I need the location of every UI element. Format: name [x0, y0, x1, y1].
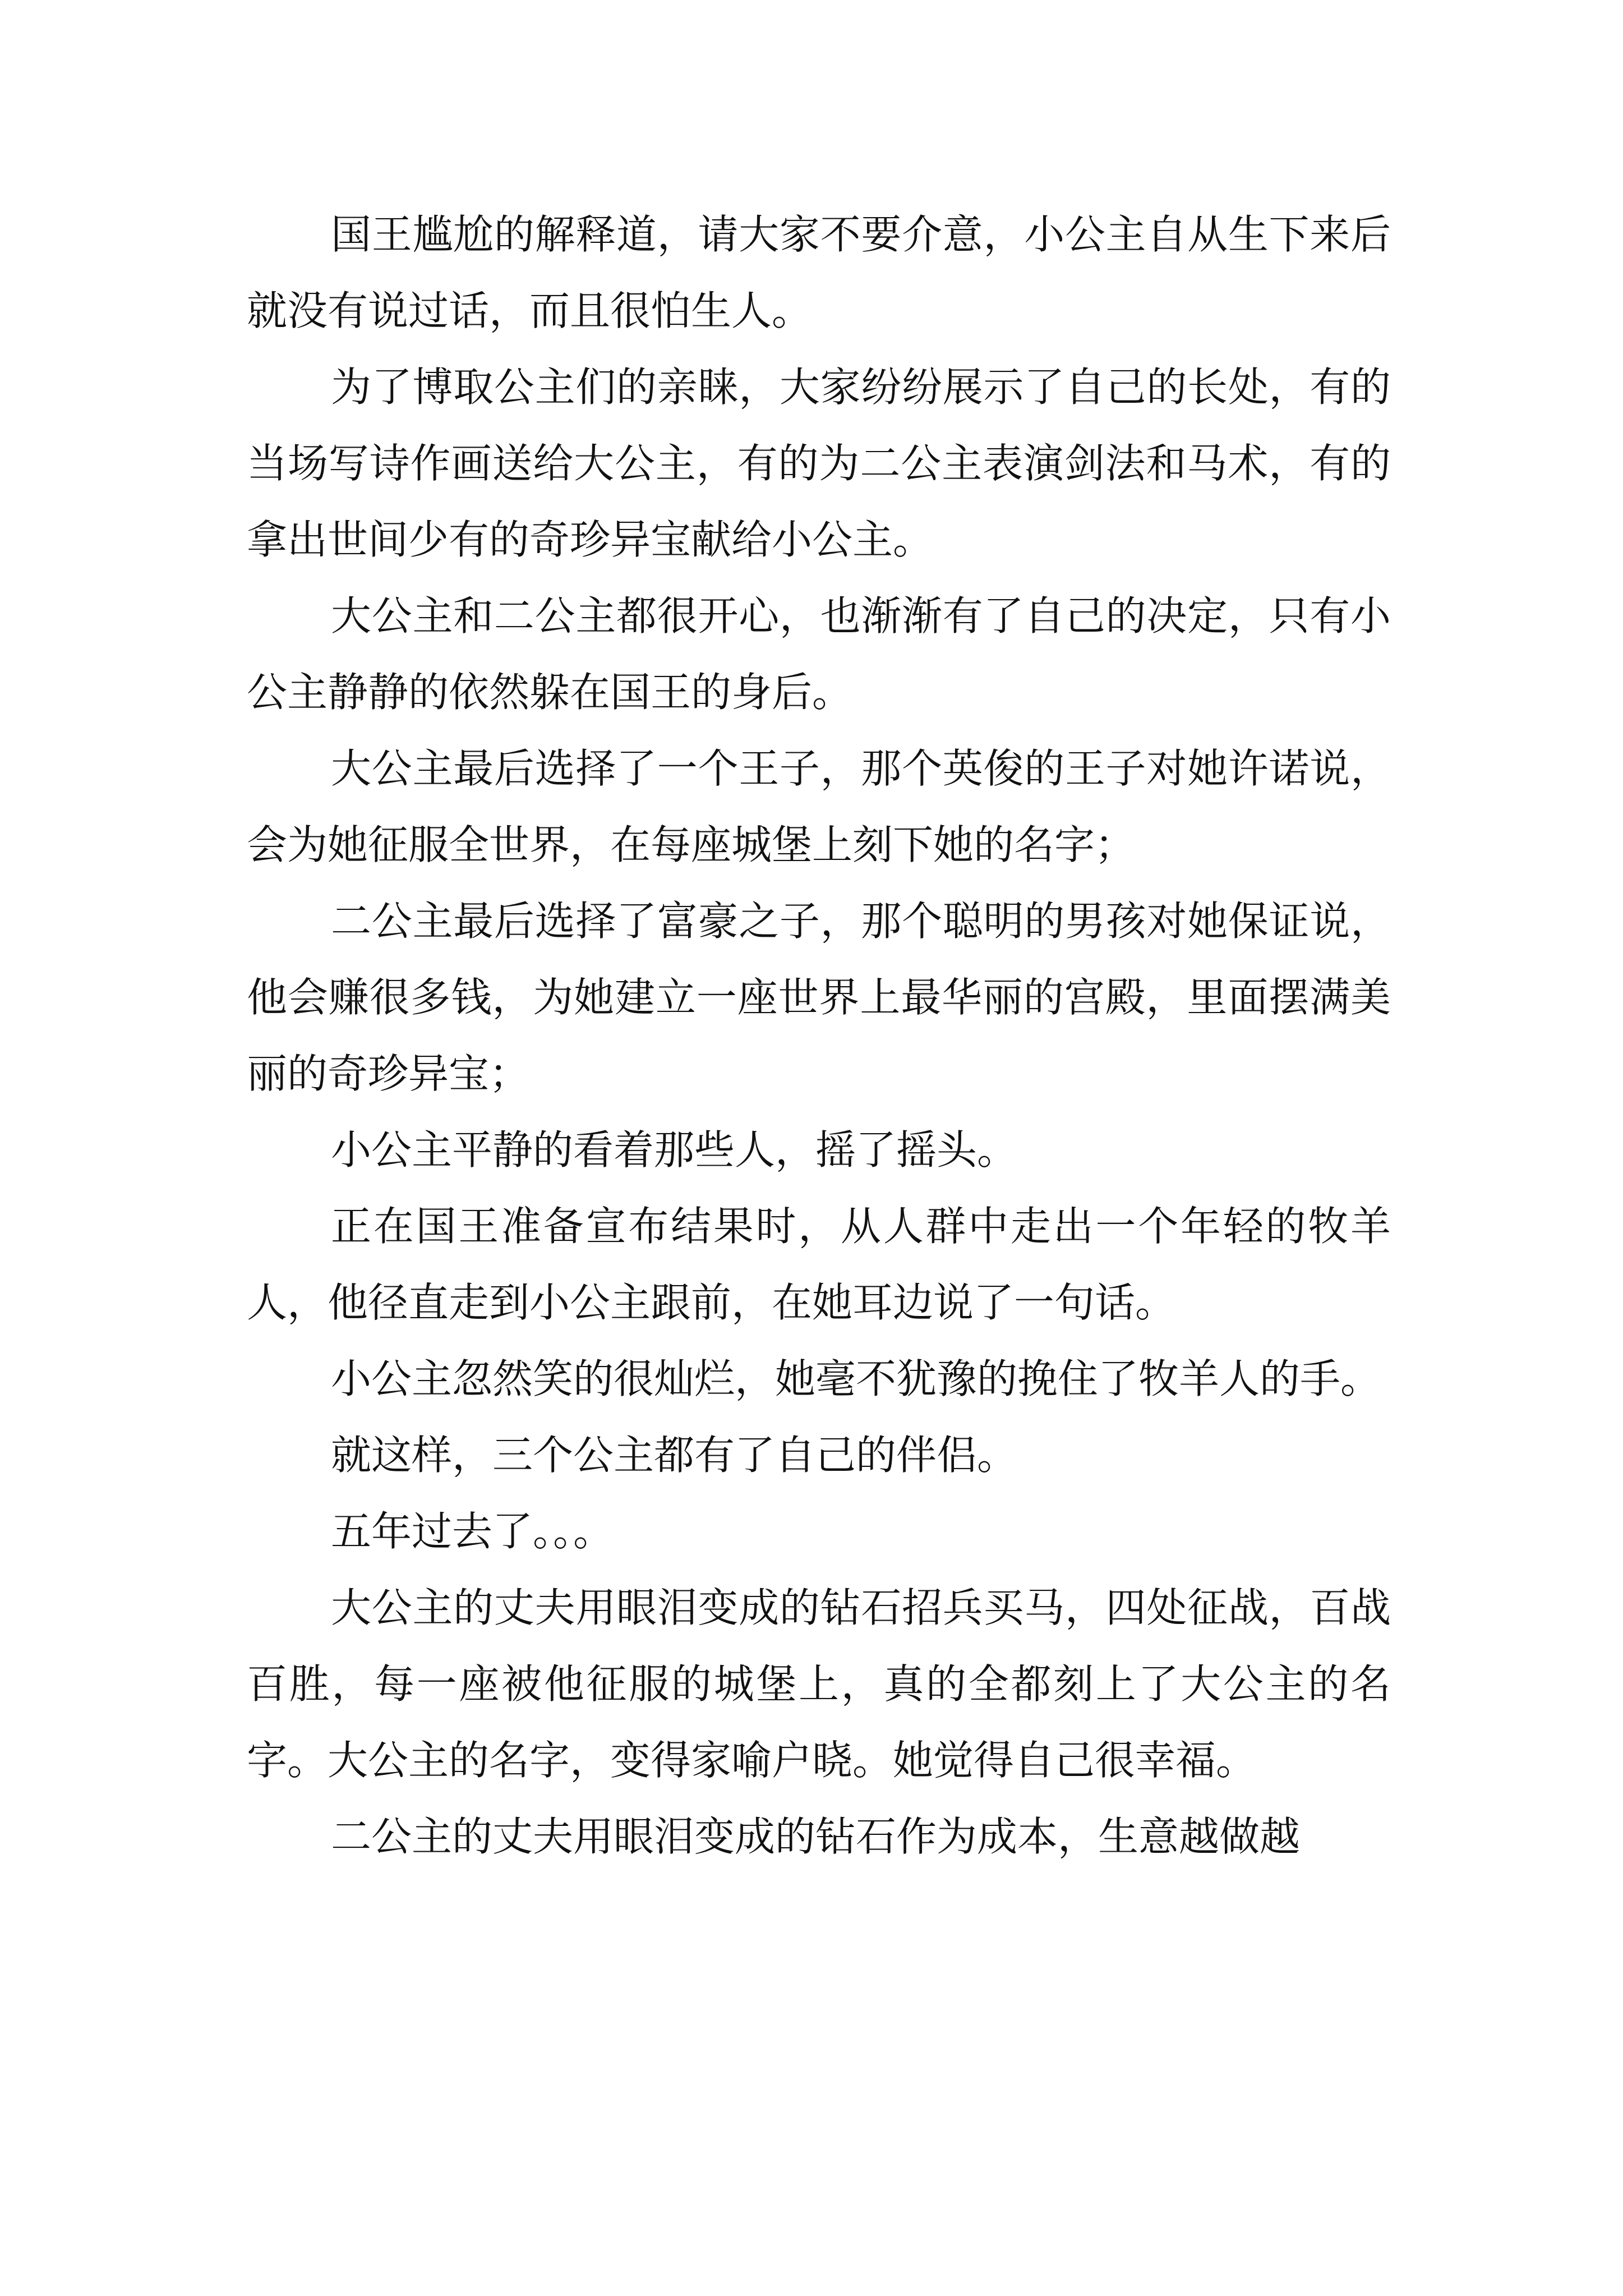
paragraph: 二公主的丈夫用眼泪变成的钻石作为成本，生意越做越	[331, 1813, 1301, 1860]
paragraph: 国王尴尬的解释道，请大家不要介意，小公主自从生下来后就没有说过话，而且很怕生人。	[247, 211, 1391, 334]
paragraph: 二公主最后选择了富豪之子，那个聪明的男孩对她保证说，他会赚很多钱，为她建立一座世界上最华丽的宫殿，里面摆满美丽的奇珍异宝；	[247, 898, 1391, 1097]
document-body	[247, 196, 1391, 1875]
paragraph: 正在国王准备宣布结果时，从人群中走出一个年轻的牧羊人，他径直走到小公主跟前，在她耳边说了一句话。	[247, 1203, 1391, 1326]
paragraph: 大公主最后选择了一个王子，那个英俊的王子对她许诺说，会为她征服全世界，在每座城堡上刻下她的名字；	[247, 745, 1391, 868]
paragraph: 五年过去了。。。	[331, 1508, 614, 1555]
paragraph: 就这样，三个公主都有了自己的伴侣。	[331, 1432, 1018, 1479]
paragraph: 大公主和二公主都很开心，也渐渐有了自己的决定，只有小公主静静的依然躲在国王的身后。	[247, 592, 1391, 716]
paragraph: 小公主平静的看着那些人，摇了摇头。	[331, 1126, 1018, 1174]
paragraph: 大公主的丈夫用眼泪变成的钻石招兵买马，四处征战，百战百胜，每一座被他征服的城堡上，真的全都刻上了大公主的名字。大公主的名字，变得家喻户晓。她觉得自己很幸福。	[247, 1584, 1391, 1784]
paragraph: 小公主忽然笑的很灿烂，她毫不犹豫的挽住了牧羊人的手。	[331, 1355, 1381, 1402]
paragraph: 为了博取公主们的亲睐，大家纷纷展示了自己的长处，有的当场写诗作画送给大公主，有的为二公主表演剑法和马术，有的拿出世间少有的奇珍异宝献给小公主。	[247, 364, 1391, 563]
